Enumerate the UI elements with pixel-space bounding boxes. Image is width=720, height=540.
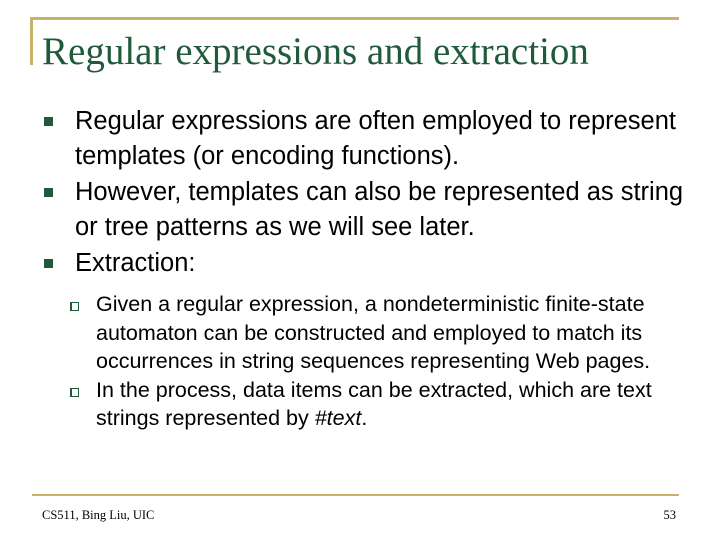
frame-top-rule <box>32 17 679 20</box>
bullet-text: However, templates can also be represented as string or tree patterns as we will see later. <box>75 178 684 241</box>
sub-bullet-item <box>70 376 704 433</box>
bullet-text: Extraction: <box>75 249 196 277</box>
square-bullet-icon <box>44 259 53 268</box>
sub-bullet-item <box>70 290 704 376</box>
bullet-list <box>44 104 704 433</box>
frame-left-rule <box>30 17 33 65</box>
bullet-item <box>44 175 704 245</box>
footer-credit: CS511, Bing Liu, UIC <box>42 508 155 522</box>
square-bullet-icon <box>44 117 53 126</box>
sub-bullet-text-before: In the process, data items can be extracted, which are text strings represented by <box>96 377 652 430</box>
sub-bullet-text <box>96 378 652 431</box>
sub-bullet-list <box>70 290 704 433</box>
square-bullet-icon <box>44 188 53 197</box>
footer-rule <box>32 494 679 496</box>
sub-bullet-text: Given a regular expression, a nondeterministic finite-state automaton can be constructed and employed to match its occurrences in string sequences representing Web pages. <box>96 292 651 373</box>
bullet-item <box>44 104 704 174</box>
sub-bullet-text-after: . <box>361 406 368 430</box>
bullet-text: Regular expressions are often employed to represent templates (or encoding functions). <box>75 107 677 170</box>
emphasis-text: #text <box>314 406 362 430</box>
page-number: 53 <box>663 508 676 522</box>
hollow-square-bullet-icon <box>70 388 79 397</box>
bullet-item <box>44 246 704 281</box>
slide-title: Regular expressions and extraction <box>42 30 589 73</box>
hollow-square-bullet-icon <box>70 302 79 311</box>
